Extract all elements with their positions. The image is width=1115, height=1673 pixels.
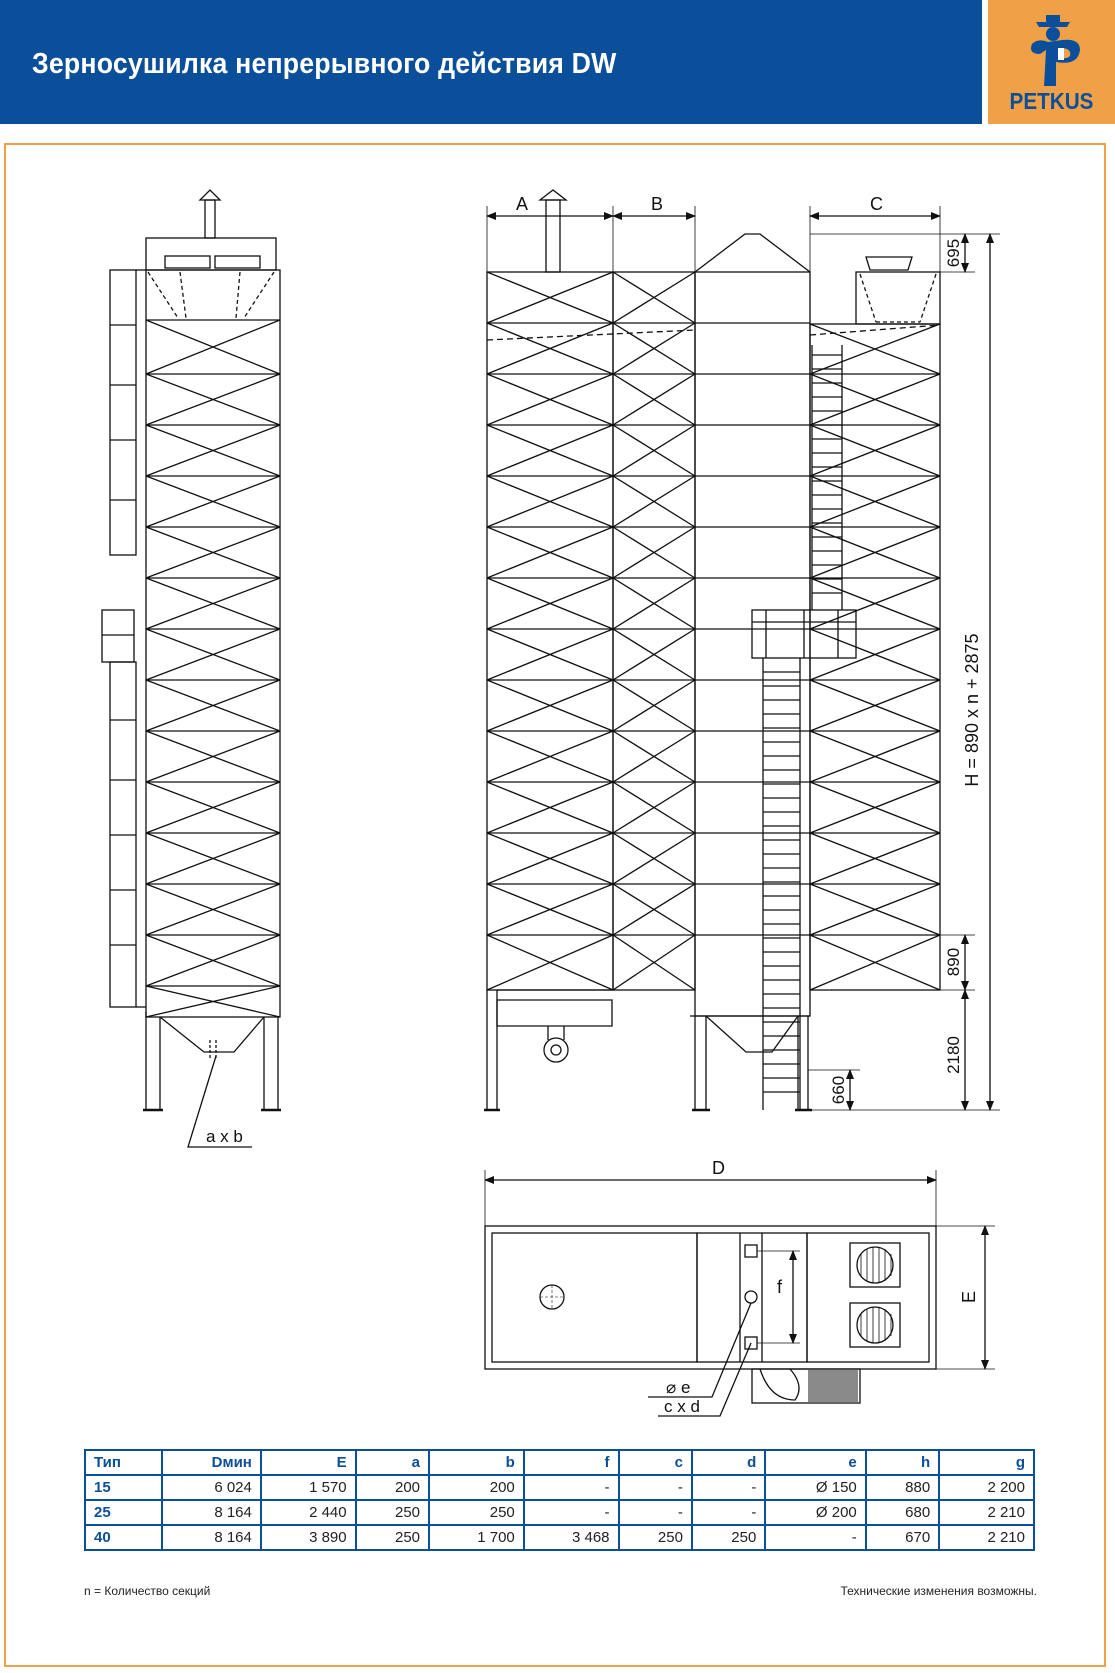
footnote-sections: n = Количество секций	[84, 1584, 211, 1598]
side-view	[102, 190, 281, 1147]
dim-890: 890	[944, 947, 963, 977]
label-oe: ⌀ e	[666, 1378, 691, 1397]
col-header-e-lower: e	[765, 1450, 865, 1475]
dim-e: E	[959, 1290, 979, 1304]
table-cell: 8 164	[162, 1525, 261, 1550]
height-formula: H = 890 x n + 2875	[962, 633, 982, 787]
col-header-f: f	[524, 1450, 619, 1475]
table-cell: 200	[429, 1475, 524, 1500]
dim-f: f	[777, 1277, 783, 1297]
table-cell: 3 468	[524, 1525, 619, 1550]
dim-660: 660	[829, 1075, 848, 1105]
table-cell: 2 440	[261, 1500, 356, 1525]
table-cell: 2 210	[939, 1525, 1034, 1550]
table-cell: 6 024	[162, 1475, 261, 1500]
table-cell: 250	[356, 1525, 429, 1550]
table-cell: 250	[619, 1525, 692, 1550]
label-axb: a x b	[206, 1127, 243, 1146]
table-cell: -	[619, 1475, 692, 1500]
table-cell: -	[619, 1500, 692, 1525]
table-cell: 1 570	[261, 1475, 356, 1500]
table-cell: 8 164	[162, 1500, 261, 1525]
table-row	[85, 1525, 1034, 1550]
front-view	[484, 190, 1000, 1110]
side-view-sections	[146, 320, 280, 1017]
specification-table	[84, 1449, 1035, 1551]
table-cell: 250	[429, 1500, 524, 1525]
top-view	[485, 1158, 995, 1416]
table-cell: 250	[356, 1500, 429, 1525]
table-cell: Ø 150	[765, 1475, 865, 1500]
label-cxd: c x d	[664, 1397, 700, 1416]
col-header-b: b	[429, 1450, 524, 1475]
table-cell: 880	[866, 1475, 939, 1500]
table-cell: 670	[866, 1525, 939, 1550]
table-cell: 2 200	[939, 1475, 1034, 1500]
col-header-c: c	[619, 1450, 692, 1475]
dim-c: C	[870, 194, 883, 214]
col-header-dmin: Dмин	[162, 1450, 261, 1475]
dim-b: B	[651, 194, 664, 214]
table-cell: 250	[692, 1525, 765, 1550]
table-cell: 680	[866, 1500, 939, 1525]
dim-695: 695	[944, 238, 963, 268]
table-cell: -	[692, 1475, 765, 1500]
footnote-changes: Технические изменения возможны.	[840, 1584, 1037, 1598]
table-cell: 40	[85, 1525, 162, 1550]
table-cell: 3 890	[261, 1525, 356, 1550]
table-cell: -	[765, 1525, 865, 1550]
front-view-sections	[487, 272, 940, 990]
dim-d: D	[712, 1158, 725, 1178]
table-cell: 1 700	[429, 1525, 524, 1550]
table-cell: 25	[85, 1500, 162, 1525]
col-header-d: d	[692, 1450, 765, 1475]
col-header-e: E	[261, 1450, 356, 1475]
col-header-a: a	[356, 1450, 429, 1475]
table-cell: 2 210	[939, 1500, 1034, 1525]
table-row	[85, 1475, 1034, 1500]
table-cell: Ø 200	[765, 1500, 865, 1525]
col-header-type: Тип	[85, 1450, 162, 1475]
table-cell: -	[692, 1500, 765, 1525]
brand-name: PETKUS	[1009, 88, 1094, 114]
col-header-h: h	[866, 1450, 939, 1475]
table-cell: -	[524, 1500, 619, 1525]
table-row	[85, 1500, 1034, 1525]
table-header-row	[85, 1450, 1034, 1475]
dim-a: A	[516, 194, 529, 214]
table-cell: 200	[356, 1475, 429, 1500]
page-title: Зерносушилка непрерывного действия DW	[32, 48, 617, 80]
table-cell: 15	[85, 1475, 162, 1500]
dim-2180: 2180	[944, 1036, 963, 1074]
table-cell: -	[524, 1475, 619, 1500]
col-header-g: g	[939, 1450, 1034, 1475]
